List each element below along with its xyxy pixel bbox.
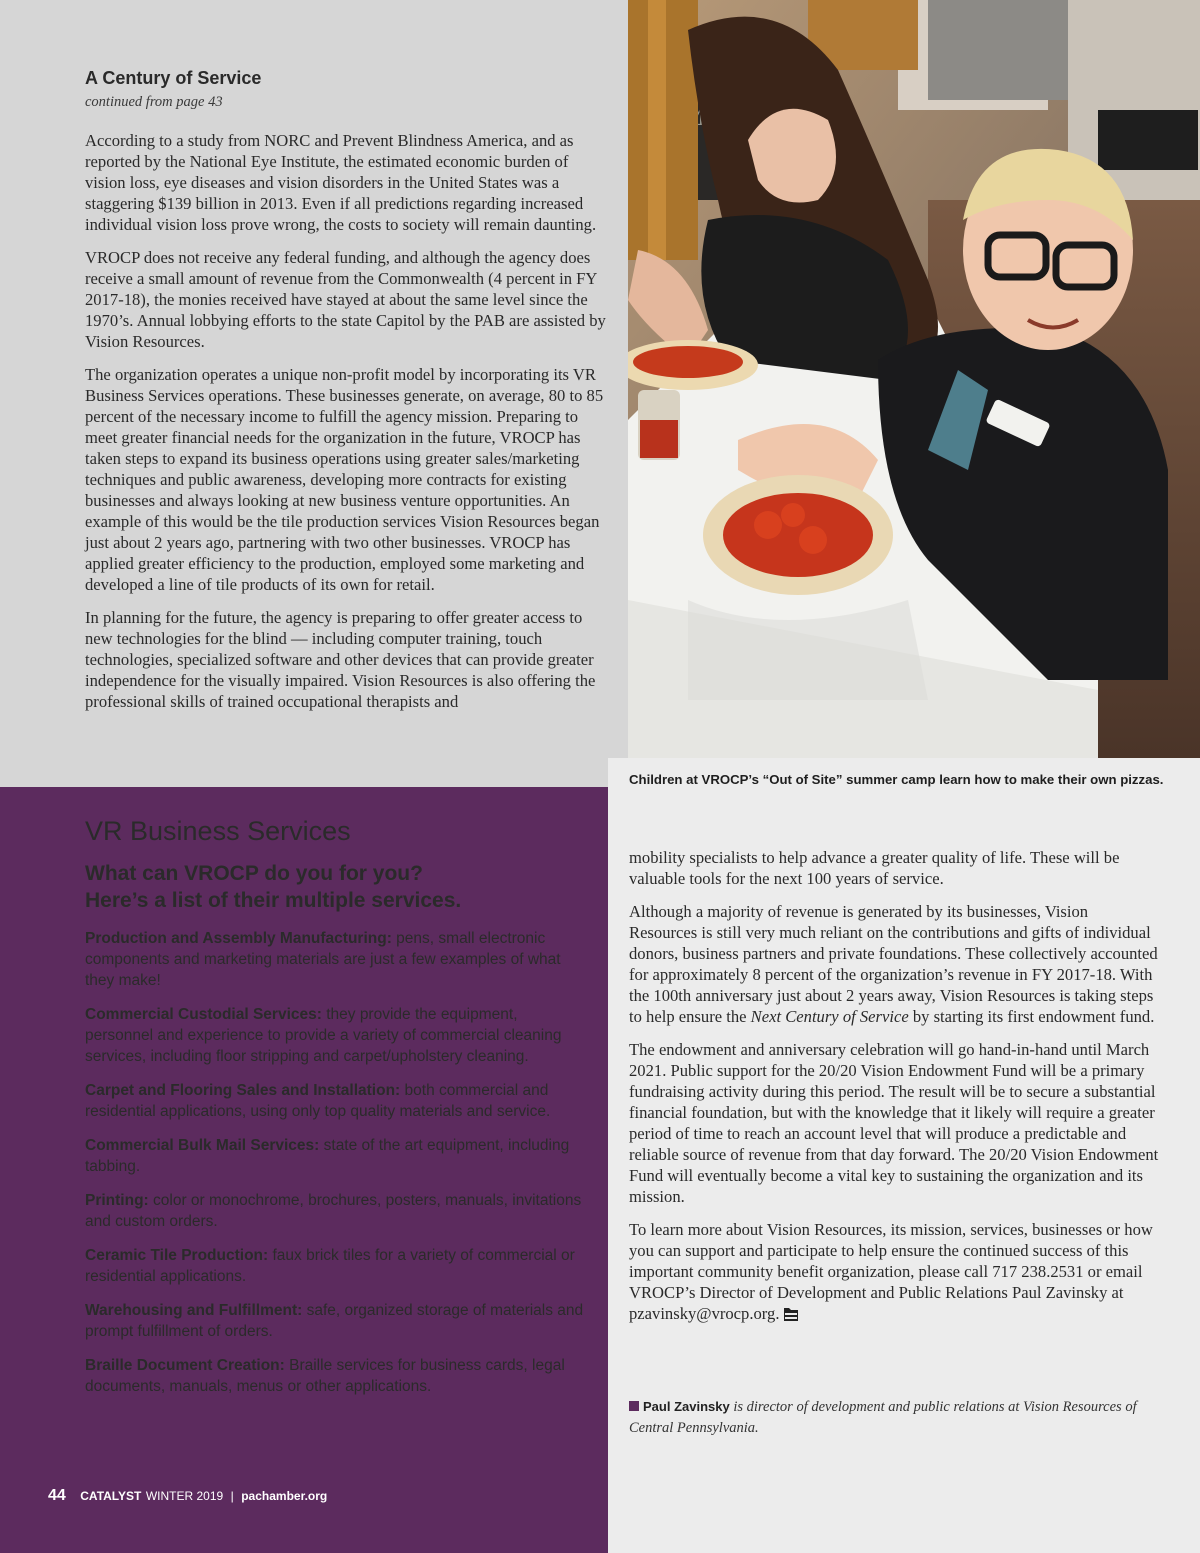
service-item: [85, 1355, 585, 1397]
service-description: faux brick tiles for a variety of commercial or residential applications.: [85, 1247, 575, 1285]
sidebar-subtitle-line1: What can VROCP do you for you?: [85, 862, 423, 885]
service-name: Commercial Bulk Mail Services:: [85, 1137, 320, 1154]
author-bio: [629, 1396, 1159, 1439]
service-description: Braille services for business cards, legal documents, manuals, menus or other applications.: [85, 1357, 565, 1395]
article-paragraph: [629, 1219, 1159, 1327]
service-description: pens, small electronic components and marketing materials are just a few examples of what they make!: [85, 930, 561, 989]
sidebar-subtitle-line2: Here’s a list of their multiple services.: [85, 889, 462, 912]
issue-label: WINTER 2019: [145, 1489, 224, 1503]
catalyst-end-mark-icon: [783, 1306, 799, 1327]
service-item: [85, 1245, 585, 1287]
article-right-column: [629, 847, 1159, 1339]
service-name: Printing:: [85, 1192, 149, 1209]
page-number: 44: [48, 1487, 66, 1504]
author-bio-text: is director of development and public relations at Vision Resources of Central Pennsylvania.: [629, 1399, 1137, 1436]
service-description: state of the art equipment, including tabbing.: [85, 1137, 570, 1175]
article-paragraph: The organization operates a unique non-profit model by incorporating its VR Business Services operations. These businesses generate, on average, 80 to 85 percent of the necessary income to fulfill the agency mission. Preparing to meet greater financial needs for the organization in the future, VROCP has taken steps to expand its business operations using greater sales/marketing techniques and public awareness, developing more contracts for existing businesses and always looking at new business venture opportunities. An example of this would be the tile production services Vision Resources began just about 2 years ago, partnering with two other businesses. VROCP has applied greater efficiency to the production, employed some marketing and developed a line of tile products of its own for retail.: [85, 365, 604, 594]
article-paragraph: According to a study from NORC and Prevent Blindness America, and as reported by the National Eye Institute, the estimated economic burden of vision loss, eye diseases and vision disorders in the United States was a staggering $139 billion in 2013. Even if all predictions regarding increased individual vision loss prove wrong, the costs to society will remain daunting.: [85, 131, 597, 234]
magazine-name: CATALYST: [80, 1489, 142, 1503]
service-name: Braille Document Creation:: [85, 1357, 285, 1374]
article-paragraph: [629, 901, 1159, 1027]
photo-caption: Children at VROCP’s “Out of Site” summer camp learn how to make their own pizzas.: [629, 772, 1164, 787]
service-name: Commercial Custodial Services:: [85, 1006, 322, 1023]
service-name: Carpet and Flooring Sales and Installation:: [85, 1082, 401, 1099]
service-name: Warehousing and Fulfillment:: [85, 1302, 303, 1319]
bio-marker-icon: [629, 1401, 639, 1411]
site-link[interactable]: pachamber.org: [241, 1489, 328, 1503]
service-item: [85, 1004, 585, 1067]
revenue-text-italic: Next Century of Service: [750, 1007, 909, 1026]
service-description: color or monochrome, brochures, posters, manuals, invitations and custom orders.: [85, 1192, 582, 1230]
author-name: Paul Zavinsky: [643, 1399, 730, 1414]
footer-separator: |: [230, 1489, 234, 1503]
photo-illustration: [628, 0, 1200, 758]
article-paragraph: The endowment and anniversary celebration will go hand-in-hand until March 2021. Public support for the 20/20 Vision Endowment Fund will be a primary fundraising activity during this period. The result will be to secure a substantial financial foundation, but with the knowledge that it likely will require a greater period of time to reach an account level that will produce a predictable and reliable source of revenue from that day forward. The 20/20 Vision Endowment Fund will eventually become a vital key to sustaining the organization and its mission.: [629, 1040, 1159, 1206]
contact-text: To learn more about Vision Resources, its mission, services, businesses or how you can support and participate to help ensure the continued success of this important community benefit organization, please call 717 238.2531 or email VROCP’s Director of Development and Public Relations Paul Zavinsky at pzavinsky@vrocp.org.: [629, 1220, 1153, 1323]
page-footer: [48, 1487, 327, 1505]
service-item: [85, 1190, 585, 1232]
sidebar-subtitle: [85, 860, 461, 914]
sidebar-title: VR Business Services: [85, 816, 351, 846]
article-paragraph: mobility specialists to help advance a greater quality of life. These will be valuable tools for the next 100 years of service.: [629, 848, 1120, 888]
services-list: [85, 928, 585, 1410]
revenue-text-end: by starting its first endowment fund.: [908, 1007, 1155, 1026]
service-name: Production and Assembly Manufacturing:: [85, 930, 392, 947]
service-name: Ceramic Tile Production:: [85, 1247, 269, 1264]
article-paragraph: In planning for the future, the agency is preparing to offer greater access to new technologies for the blind — including computer training, touch technologies, specialized software and other devices that can provide greater independence for the visually impaired. Vision Resources is also offering the professional skills of trained occupational therapists and: [85, 608, 596, 711]
service-item: [85, 1300, 585, 1342]
service-description: safe, organized storage of materials and prompt fulfillment of orders.: [85, 1302, 584, 1340]
service-item: [85, 1080, 585, 1122]
article-paragraph: VROCP does not receive any federal funding, and although the agency does receive a small amount of revenue from the Commonwealth (4 percent in FY 2017-18), the monies received have stayed at about the same level since the 1970’s. Annual lobbying efforts to the state Capitol by the PAB are assisted by Vision Resources.: [85, 248, 606, 351]
article-heading: A Century of Service: [85, 68, 262, 88]
service-description: both commercial and residential applications, using only top quality materials and service.: [85, 1082, 551, 1120]
revenue-text-start: Although a majority of revenue is generated by its businesses, Vision Resources is still very much reliant on the contributions and gifts of individual donors, business partners and private foundations. These collectively accounted for approximately 8 percent of the organization’s revenue in FY 2017-18. With the 100th anniversary just about 2 years away, Vision Resources is taking steps to help ensure the: [629, 902, 1158, 1026]
continued-note: continued from page 43: [85, 94, 223, 110]
service-item: [85, 1135, 585, 1177]
camp-photo: [628, 0, 1200, 758]
service-item: [85, 928, 585, 991]
article-left-column: [85, 130, 609, 724]
service-description: they provide the equipment, personnel and experience to provide a variety of commercial cleaning services, including floor stripping and carpet/upholstery cleaning.: [85, 1006, 562, 1065]
